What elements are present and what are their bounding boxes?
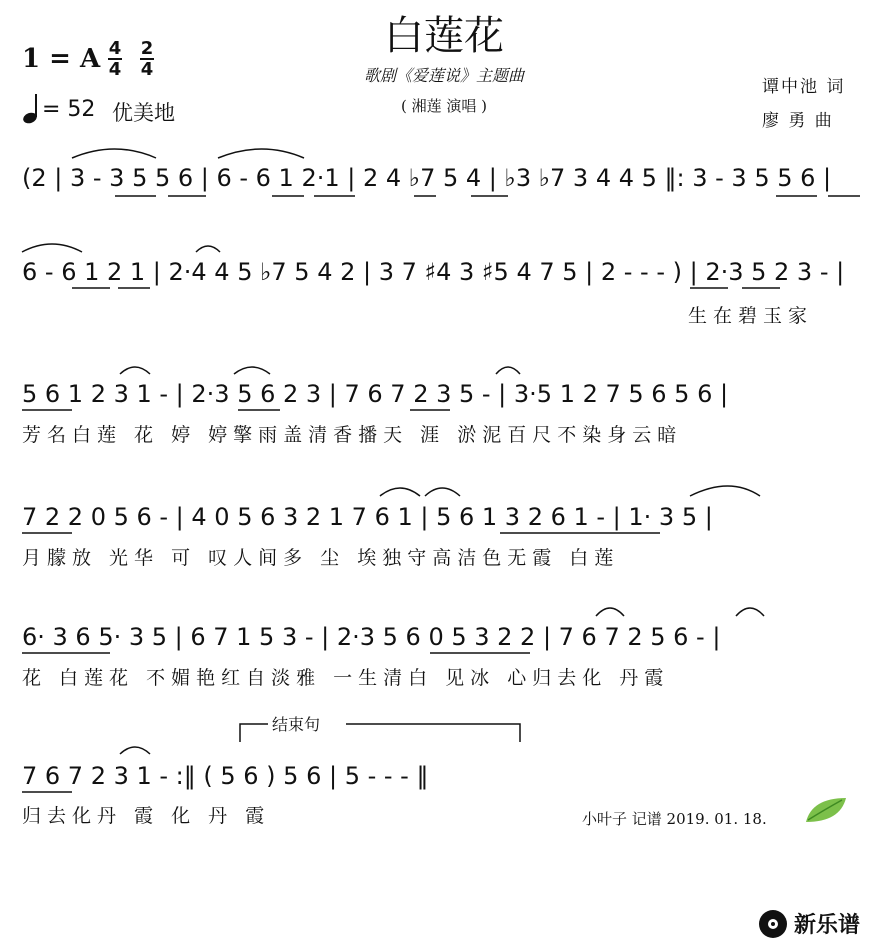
time-signature-b: 2 4 [140, 38, 154, 80]
logo-text: 新乐谱 [794, 913, 861, 938]
lyrics-row-2: 生在碧玉家 [688, 305, 814, 327]
notation-row-5: 6· 3 6 5· 3 5 | 6 7 1 5 3 - | 2·3 5 6 0 5 3 2 2 | 7 6 7 2 5 6 - | [22, 623, 721, 651]
recorder-note: 小叶子 记谱 2019. 01. 18. [582, 810, 767, 828]
notation-row-3: 5 6 1 2 3 1 - | 2·3 5 6 2 3 | 7 6 7 2 3 5 - | 3·5 1 2 7 5 6 5 6 | [22, 380, 729, 408]
lyrics-row-6: 归去化丹 霞 化 丹 霞 [22, 805, 271, 827]
notation-row-2: 6 - 6 1 2 1 | 2·4 4 5 ♭7 5 4 2 | 3 7 ♯4 3 ♯5 4 7 5 | 2 - - - ) | 2·3 5 2 3 - | [22, 258, 845, 286]
score-subtitle: 歌剧《爱莲说》主题曲 [363, 66, 524, 85]
notation-row-1: (2 | 3 - 3 5 5 6 | 6 - 6 1 2·1 | 2 4 ♭7 5 4 | ♭3 ♭7 3 4 4 5 ‖: 3 - 3 5 5 6 | [22, 164, 832, 192]
lyricist-credit: 谭中池 词 [762, 77, 846, 97]
lyrics-row-3: 芳名白莲 花 婷 婷擎雨盖清香播天 涯 淤泥百尺不染身云暗 [22, 424, 683, 446]
tempo-marking: = 52 [42, 97, 96, 122]
score-title: 白莲花 [384, 13, 504, 59]
lyrics-row-5: 花 白莲花 不媚艳红自淡雅 一生清白 见冰 心归去化 丹霞 [22, 667, 670, 689]
notation-row-6: 7 6 7 2 3 1 - :‖ ( 5 6 ) 5 6 | 5 - - - ‖ [22, 762, 429, 790]
ending-label: 结束句 [272, 715, 321, 734]
time-signature-a: 4 4 [108, 38, 122, 80]
leaf-icon [802, 792, 850, 828]
composer-credit: 廖 勇 曲 [762, 111, 834, 131]
notation-row-4: 7 2 2 0 5 6 - | 4 0 5 6 3 2 1 7 6 1 | 5 6 1 3 2 6 1 - | 1· 3 5 | [22, 503, 713, 531]
expression-marking: 优美地 [112, 101, 175, 125]
vinyl-record-icon [758, 909, 788, 939]
site-logo [758, 908, 860, 939]
singer-credit: ( 湘莲 演唱 ) [400, 97, 487, 115]
key-signature: 1 = A [22, 44, 101, 74]
lyrics-row-4: 月朦放 光华 可 叹人间多 尘 埃独守高洁色无霞 白莲 [22, 547, 620, 569]
